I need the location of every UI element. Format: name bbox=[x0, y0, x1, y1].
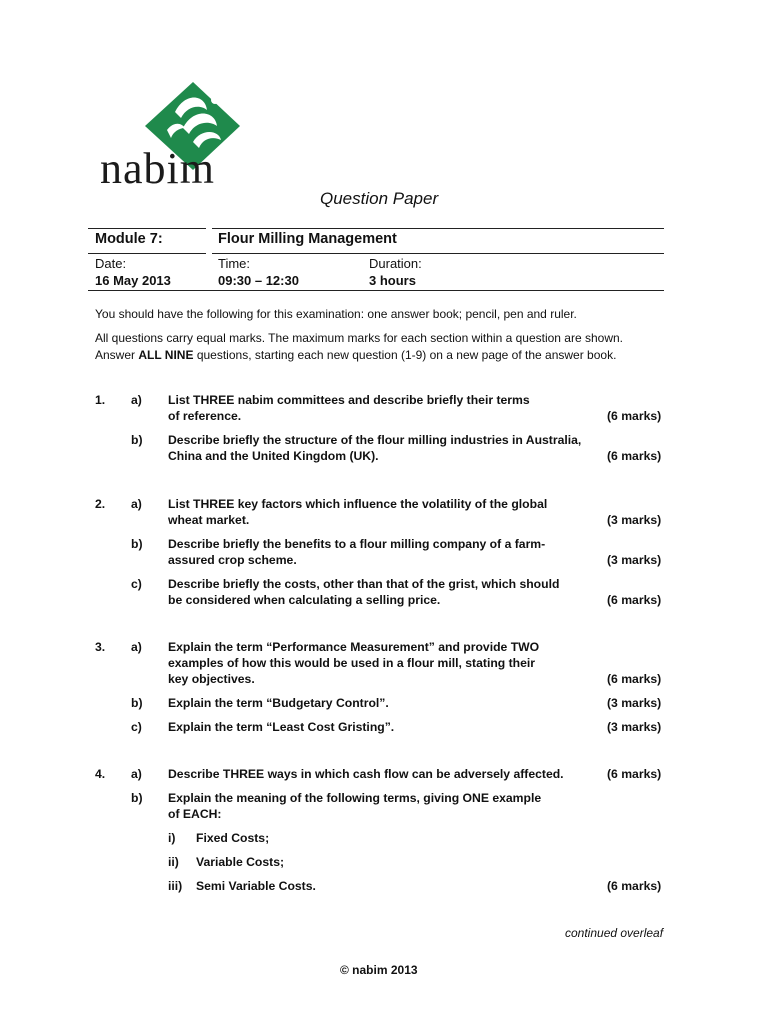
q1a-line-2: of reference. bbox=[168, 409, 242, 423]
q1a-marks: (6 marks) bbox=[607, 409, 662, 423]
q2a-marks: (3 marks) bbox=[607, 513, 662, 527]
q2a-label: a) bbox=[131, 497, 142, 511]
q1a-line-1: List THREE nabim committees and describe briefly their terms bbox=[168, 393, 530, 407]
date-value: 16 May 2013 bbox=[95, 273, 171, 288]
q2b-label: b) bbox=[131, 537, 143, 551]
q4b-ii-label: ii) bbox=[168, 855, 179, 869]
q1b-label: b) bbox=[131, 433, 143, 447]
q2-number: 2. bbox=[95, 497, 106, 511]
q4b-iii-label: iii) bbox=[168, 879, 183, 893]
continued-overleaf-note: continued overleaf bbox=[565, 926, 664, 940]
q2c-line-2: be considered when calculating a selling price. bbox=[168, 593, 441, 607]
q4b-line-2: of EACH: bbox=[168, 807, 222, 821]
q2c-line-1: Describe briefly the costs, other than that of the grist, which should bbox=[168, 577, 560, 591]
instruction-answer-text: Answer bbox=[95, 348, 139, 362]
q3-number: 3. bbox=[95, 640, 106, 654]
q4b-iii-text: Semi Variable Costs. bbox=[196, 879, 316, 893]
logo-wordmark: nabim bbox=[100, 144, 215, 193]
duration-label: Duration: bbox=[369, 256, 422, 271]
time-label: Time: bbox=[218, 256, 251, 271]
header-rule-top-right bbox=[212, 228, 664, 229]
time-value: 09:30 – 12:30 bbox=[218, 273, 299, 288]
instruction-all-nine: ALL NINE bbox=[138, 348, 194, 362]
q3a-label: a) bbox=[131, 640, 142, 654]
q3a-marks: (6 marks) bbox=[607, 672, 662, 686]
q2b-marks: (3 marks) bbox=[607, 553, 662, 567]
q4b-marks: (6 marks) bbox=[607, 879, 662, 893]
q3a-line-2: examples of how this would be used in a flour mill, stating their bbox=[168, 656, 536, 670]
q1-number: 1. bbox=[95, 393, 106, 407]
date-label: Date: bbox=[95, 256, 127, 271]
header-rule-mid-right bbox=[212, 253, 664, 254]
duration-value: 3 hours bbox=[369, 273, 416, 288]
q1b-marks: (6 marks) bbox=[607, 449, 662, 463]
q4b-line-1: Explain the meaning of the following terms, giving ONE example bbox=[168, 791, 542, 805]
instruction-line-2: All questions carry equal marks. The maximum marks for each section within a question are shown. bbox=[95, 331, 624, 345]
instruction-rest-text: questions, starting each new question (1-9) on a new page of the answer book. bbox=[193, 348, 617, 362]
q4a-label: a) bbox=[131, 767, 142, 781]
q3c-label: c) bbox=[131, 720, 142, 734]
q4b-i-text: Fixed Costs; bbox=[196, 831, 270, 845]
q3c-marks: (3 marks) bbox=[607, 720, 662, 734]
q1b-line-2: China and the United Kingdom (UK). bbox=[168, 449, 379, 463]
q3c-line-1: Explain the term “Least Cost Gristing”. bbox=[168, 720, 395, 734]
q4b-ii-text: Variable Costs; bbox=[196, 855, 285, 869]
q3a-line-1: Explain the term “Performance Measurement” and provide TWO bbox=[168, 640, 540, 654]
q3b-marks: (3 marks) bbox=[607, 696, 662, 710]
q2b-line-1: Describe briefly the benefits to a flour milling company of a farm- bbox=[168, 537, 546, 551]
q4b-i-label: i) bbox=[168, 831, 176, 845]
q4-number: 4. bbox=[95, 767, 106, 781]
header-rule-mid-left bbox=[88, 253, 206, 254]
copyright-footer: © nabim 2013 bbox=[340, 963, 418, 977]
q3b-label: b) bbox=[131, 696, 143, 710]
q2c-label: c) bbox=[131, 577, 142, 591]
q2c-marks: (6 marks) bbox=[607, 593, 662, 607]
header-rule-bottom bbox=[88, 290, 664, 291]
module-label: Module 7: bbox=[95, 231, 163, 247]
header-rule-top-left bbox=[88, 228, 206, 229]
q1a-label: a) bbox=[131, 393, 142, 407]
q2a-line-1: List THREE key factors which influence the volatility of the global bbox=[168, 497, 548, 511]
instruction-line-1: You should have the following for this examination: one answer book; pencil, pen and ruler. bbox=[95, 307, 577, 321]
module-name: Flour Milling Management bbox=[218, 231, 397, 247]
q1b-line-1: Describe briefly the structure of the flour milling industries in Australia, bbox=[168, 433, 582, 447]
q3b-line-1: Explain the term “Budgetary Control”. bbox=[168, 696, 389, 710]
instruction-line-3 bbox=[95, 348, 616, 362]
q4a-marks: (6 marks) bbox=[607, 767, 662, 781]
q4a-line-1: Describe THREE ways in which cash flow can be adversely affected. bbox=[168, 767, 564, 781]
q2b-line-2: assured crop scheme. bbox=[168, 553, 297, 567]
q2a-line-2: wheat market. bbox=[168, 513, 250, 527]
q3a-line-3: key objectives. bbox=[168, 672, 255, 686]
page-title: Question Paper bbox=[320, 189, 439, 208]
q4b-label: b) bbox=[131, 791, 143, 805]
